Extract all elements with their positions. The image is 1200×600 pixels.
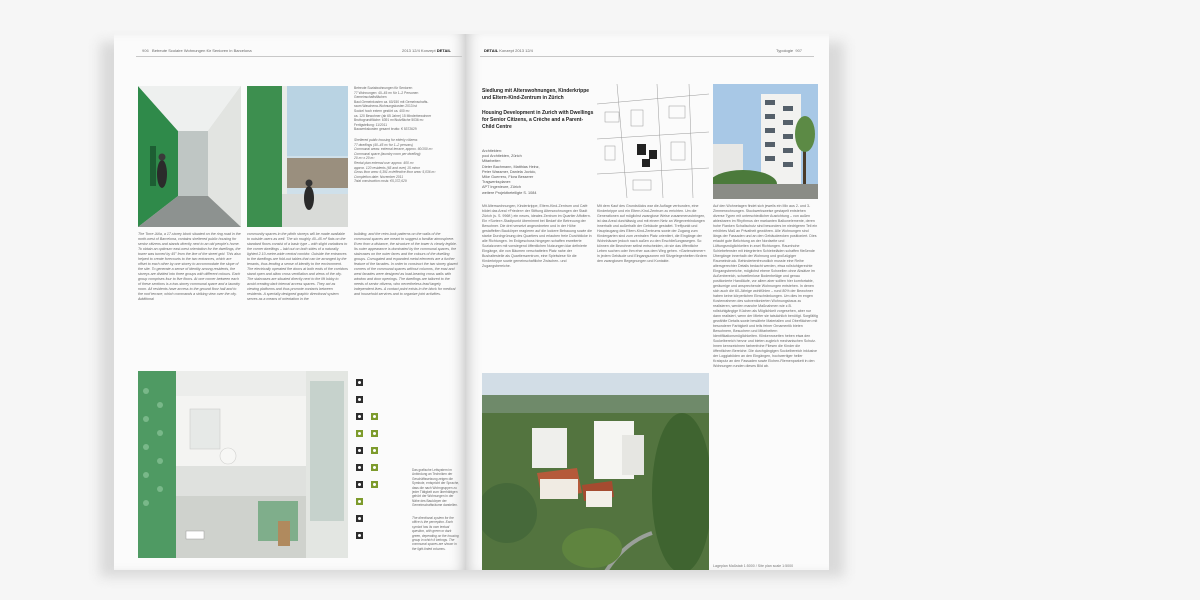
credit-line: Tragwerksplaner: <box>482 180 512 185</box>
project-data-line: Baul.Gemeinkosten ca. 60/150 mit Gemeinschafts- <box>354 99 429 104</box>
signage-icon <box>356 430 363 437</box>
left-brand: DETAIL <box>436 48 451 53</box>
signage-icon <box>371 464 378 471</box>
project-data-line: Gemeinschaftsflächen <box>354 95 387 100</box>
project-data-line: 20 m² x 20 m² <box>354 156 375 161</box>
signage-icon <box>356 481 363 488</box>
body-column-1: The Torre Júlia, a 17-storey block situated on the ring road in the north-west of Barcelona, contains sheltered public housing for senior citizens and stands directly next to an old people's home. To obtain an optimum east-west orientation for the dwellings, the tower was turned by 45° from the line of the street grid. This also helped to create forecourts to the two entrances, which are offset to each other by one storey to accommodate the slope of the site. To generate a sense of identity among residents, the storeys are divided into three groups with different colours. Each group comprises four to five floors. At one corner between each of these sections is a two-storey communal space and a laundry room. All residents have access to the ground floor hall and to the roof terrace, which commands a striking view over the city. Additional <box>138 232 241 301</box>
signage-icon-column-2 <box>371 379 380 498</box>
project-data-line: Betreute Sozialwohnungen für Senioren <box>354 86 413 90</box>
body-column-3: building, and the retro-look patterns on the walls of the communal spaces are meant to suggest a familiar atmosphere. Even from a distance, the structure of the tower is clearly legible. Its outer appearance is dominated by the communal spaces, the staircases on the outer faces and the colours of the dwelling groups. Corrugated and expanded metal elements are a further feature of the facades. In order to construct the two storey glazed corners of the communal spaces without columns, the east and west facades were designed as load-bearing cross walls with window and door openings. The dwellings are tailored to the needs of senior citizens, who nevertheless lead largely independent lives. A contact point exists in the block for medical and household services and to organize joint activities. <box>354 232 458 296</box>
right-brand: DETAIL <box>484 48 499 53</box>
left-issue: 2013 12/4 <box>402 48 420 53</box>
signage-icon <box>356 413 363 420</box>
project-data <box>354 86 458 226</box>
legend-caption-de: Das grafische Leitsystem im Anbindung an Techniken der Geschäftssetzung zeigen die Symbole, entspricht der Sprache, dass die nach Wohngruppen zu jeder Tätigkeit zum überhäbigen gehört der Wohnungen in der Nähe des Baukörper der Gemeinschaftsräume darstellen. <box>412 468 460 508</box>
right-topic-block <box>776 48 802 53</box>
project-data-line: approx. 120 residents (65 and over) 15 minor <box>354 165 420 170</box>
project-data-line: ca. 120 Bewohner (ab 65 Jahre) 15 Minderbewohner <box>354 113 432 118</box>
signage-icon <box>371 413 378 420</box>
balcony-photo <box>247 86 348 227</box>
site-plan-drawing <box>597 84 709 198</box>
project-data-line: Sockel hoch extern gestört ca. 400 m² <box>354 108 410 113</box>
left-page-header <box>142 48 252 53</box>
project-data-line: Communal areas: external terrace, approx. 60/150 m² <box>354 147 433 152</box>
body-column-3: Auf den Wohnetagen findet sich jeweils ein Mix aus 2- und 3-Zimmerwohnungen. Stockwerksweise gestapelt entstehen diverse Typen mit unterschiedlicher Ausrichtung – von außen ablesbaren im Rhythmus der markanten Balkonelemente, deren hohe Flanken Schallschutz sind besonders im niedrigeren Teil ein erhöhtes Maß an Privatheit gewähren. Alle Wohnungen sind längs der Fassaden und an den Gebäudeecken positioniert. Dies erlaubt gute Belichtung an der Nordseite und Lüftungsmöglichkeiten in zwei Richtungen. Raumhohe Schiebefenster mit integrierten Schiebeläden schaffen fließende Übergänge innerhalb der Wohnung und großzügiger Raumeindruck. Behindertenfreundlich musste eine Reihe altersgerechter Details bedacht werden, etwa rollstuhlgerechte Eingangsbereiche, möglichst ebene Schwellen ohne Absätze im Außenbereich, schwellenlose Bodenbeläge und genau positionierte Handläufe, vor allem aber sollten hier komfortable, geräumige und ansprechende Wohnungen entstehen. In denen sich auch die 60-Jährige wohlfühlen – rund 80% der Bewohner haben keine körperlichen Einschränkungen. Um dies im engen Kostenrahmen des subventionierten Wohnungsbaus zu realisieren, werden manche Maßnahmen wie z.B. rollstuhlgängige Küchen als Möglichkeit vorgesehen, aber nur dann realisiert, wenn der Mieter sie tatsächlich benötigt. Sorgfältig gewählte Details sowie bewährte Materialien und Oberflächen mit besonderer Farbigkeit und teils feiner Ornamentik bieten Bewohnern, Besuchern und Mitarbeitern Identifikationsmöglichkeiten. Klinkenrosetten heben etwa den Sockelbereich hervor und bieten zugleich mechanischen Schutz. Innen kennzeichnen farbenfrohe Fliesen die Kinder die öffentlichen Bereiche. Die durchgängigen Sockelbereich inklusive der Loggiaböden an den Eingängen, hochwertiger heller Kratzputz an den Fassaden sowie Eichen-Riemenparkett in den Wohnungen runden dieses Bild ab. <box>713 204 818 368</box>
body-column-1: Mit Alterswohnungen, Kinderkrippe, Eltern-Kind-Zentrum und Café bildet das Areal »Frieden« der Stiftung Alterswohnungen der Stadt Zürich (s. S. 996ff.) ein neues, ideales Zentrum im Quartier Affoltern. Ein »Sortex«-Stadtpunkt übernimmt bei Bedarf die Betreuung der Bewohner. Die drei versetzt angeordneten und in der Höhe gestaffelten Baukörper reagieren auf die lockere Bebauung sowie die starke Durchgrünung des Quartiers und erlauben freie Durchblicke in alle Richtungen. Im Erdgeschoss hingegen schaffen erweiterte Sozialzonen mit vorwiegend öffentlichen Nutzungen klar definierte Eingänge, die von Bäumen verschatteten Platz nahe der Bushaltestelle als Quartierszentrum, eine Spielwiese für die Kinderkrippe sowie gemeinschaftliche Zwischen- und Zugangsbereiche. <box>482 204 593 268</box>
facade-photo <box>713 84 818 199</box>
credit-line: Peter Wassmer, Daniela Jovicic, <box>482 169 537 174</box>
signage-icon <box>371 430 378 437</box>
signage-icon <box>356 447 363 454</box>
signage-icon <box>371 481 378 488</box>
credit-line: Architekten: <box>482 149 503 153</box>
credit-line: APT Ingenieure, Zürich <box>482 185 521 190</box>
signage-icon <box>356 396 363 403</box>
credit-line: Dieter Bachmann, Matthias Heinz, <box>482 164 540 169</box>
signage-icon <box>356 464 363 471</box>
interior-photo <box>138 371 348 558</box>
credit-line: Mitarbeiter: <box>482 159 501 164</box>
body-column-2: community spaces in the plinth storeys will be made available to outside users as well. The six roughly 40–45 m² flats on the standard floors consist of a basic type – with slight variations to the corner dwellings – laid out on both sides of a naturally lighted 2.10-metre-wide central corridor. Outside the entrances to the dwellings are fold-out tables that can be arranged by the tenants, thus lending a sense of identity to the environment. The electrically operated fire doors at both ends of the corridors stand open and allow cross ventilation and views of the city. The staircases are situated directly next to the lift lobby to avoid creating dark internal access spaces. They act as viewing platforms and thus promote contacts between residents. A specially designed graphic directional system serves as a means of orientation in the <box>247 232 348 301</box>
signage-icon <box>371 447 378 454</box>
left-page-number: 906 <box>142 48 149 53</box>
project-data-line: 77 dwellings (40–45 m² for 1–2 persons) <box>354 142 414 147</box>
right-issue-block <box>484 48 533 53</box>
signage-icon <box>356 532 363 539</box>
right-page <box>466 34 829 570</box>
aerial-site-photo <box>482 373 709 570</box>
signage-icon <box>356 498 363 505</box>
project-data-line: Sheltered public housing for elderly citizens <box>354 137 418 142</box>
project-data-line: Completion date: November 2011 <box>354 174 404 179</box>
credits-block <box>482 149 592 201</box>
left-page <box>114 34 466 570</box>
body-column-2: Mit dem Kauf des Grundstücks war die Auflage verbunden, eine Kinderkrippe und ein Eltern-Kind-Zentrum zu errichten. Um die Generationen auf möglichst zwanglose Weise zusammenzubringen, ist das Areal durchlässig und mit einem Netz an Wegeverbindungen innerhalb und außerhalb der Gebäude gestaltet. Treffpunkt und Hauptzugang des Eltern-Kind-Zentrums sowie der Zugang zum Kindergarten sind zum zentralen Platz orientiert, die Eingänge der Wohnhäuser jedoch nach außen zu den Erschließungswegen. So können die Bewohner selbst entscheiden, ob sie das öffentliche Leben suchen oder ihm eher aus dem Weg gehen. »Gartenzimmer« in jedem Gebäude und Eingangszonen mit Sitzgelegenheiten fördern den zwanglosen Begegnungen und Kontakte. <box>597 204 707 263</box>
credit-line: Mike Guerrero, Flora Besserer <box>482 175 534 180</box>
left-issue-block <box>402 48 451 53</box>
project-data-line: Communal space (laundry room per dwelling) <box>354 151 421 156</box>
project-data-line: Bruttogrundfläche: 6391 m²/Nutzfläche 5036 m² <box>354 118 424 123</box>
corridor-photo <box>138 86 241 227</box>
right-topic: Typologie <box>776 48 794 53</box>
site-plan-caption: Lageplan Maßstab 1:5000 / Site plan scale 1:5000 <box>713 564 794 568</box>
article-title-de: Siedlung mit Alterswohnungen, Kinderkrippe und Eltern-Kind-Zentrum in Zürich <box>482 88 590 101</box>
signage-icon <box>356 379 363 386</box>
project-data-line: 77 Wohnungen: 40–45 m² für 1–2 Personen <box>354 90 419 95</box>
right-issue: 2013 12/4 <box>515 48 533 53</box>
project-data-line: Gross floor area: 6,391 m²/effective floor area: 5,036 m² <box>354 170 436 175</box>
credit-line: weitere Projektbeteiligte S. 1084 <box>482 190 537 195</box>
project-data-line: Bauwerkskosten gesamt brutto: € 5372629 <box>354 127 417 132</box>
project-data-line: Total construction costs: €5,372,629 <box>354 179 407 184</box>
project-data-line: raum Waschena-Wohnungskosten 2013 ist <box>354 104 417 109</box>
article-title-en: Housing Development in Zurich with Dwellings for Senior Citizens, a Crèche and a Parent-Child Centre <box>482 110 594 130</box>
signage-icon <box>356 515 363 522</box>
left-running-title: Betreute Scolaire Wohnungen für Senioren in Barcelona <box>152 48 252 53</box>
right-section: Konzept <box>499 48 514 53</box>
credit-line: pool Architekten, Zürich <box>482 154 522 159</box>
legend-caption-en: The directional system for the office is the perception. Each symbol has its own textual question, with green or dark green, depending on the housing group in which it belongs. The communal spaces are shown in the light-tinted columns. <box>412 516 459 551</box>
right-page-number: 907 <box>795 48 803 53</box>
project-data-line: Rental plan external use: approx. 400 m² <box>354 160 414 165</box>
left-section: Konzept <box>420 48 436 53</box>
signage-icon-column <box>356 379 365 549</box>
left-header-rule <box>136 56 462 57</box>
right-header-rule <box>480 56 814 57</box>
project-data-line: Fertigstellung: 11/2011 <box>354 122 388 127</box>
